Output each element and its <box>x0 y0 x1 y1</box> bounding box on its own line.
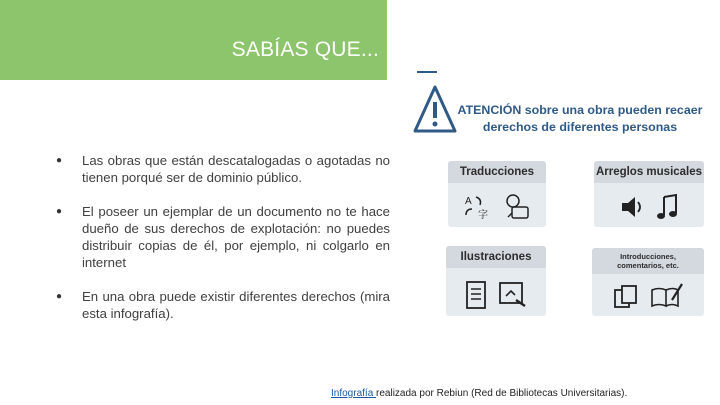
card-title-line-2: comentarios, etc. <box>617 261 679 270</box>
books-icon <box>612 282 640 310</box>
chat-icon <box>502 193 532 221</box>
card-title: Arreglos musicales <box>594 161 704 183</box>
header-band <box>0 0 387 80</box>
list-item <box>56 203 390 271</box>
bullet-dot: ● <box>56 291 63 302</box>
card-translations <box>448 161 546 227</box>
card-illustrations <box>446 246 546 316</box>
attention-heading <box>456 102 704 136</box>
music-note-icon <box>656 193 680 221</box>
bullet-text: Las obras que están descatalogadas o agotadas no tienen porqué ser de dominio público. <box>82 153 390 185</box>
svg-text:字: 字 <box>478 210 488 221</box>
svg-text:A: A <box>465 196 472 207</box>
footer-text: realizada por Rebiun (Red de Bibliotecas Universitarias). <box>376 388 628 399</box>
warning-icon <box>412 84 458 136</box>
list-item <box>56 288 390 322</box>
attention-line-2: derechos de diferentes personas <box>482 120 678 134</box>
card-title: Ilustraciones <box>446 246 546 268</box>
footer-credit <box>331 388 627 399</box>
bullet-dot: ● <box>56 206 63 217</box>
document-icon <box>464 280 488 310</box>
card-title: Traducciones <box>448 161 546 183</box>
translate-icon <box>462 193 492 221</box>
bullet-text: En una obra puede existir diferentes derechos (mira esta infografía). <box>82 289 390 321</box>
bullet-dot: ● <box>56 155 63 166</box>
card-title-line-1: Introducciones, <box>620 252 676 261</box>
infographic-link[interactable]: Infografía <box>331 388 377 399</box>
speaker-icon <box>618 193 646 221</box>
rights-infographic <box>406 68 706 328</box>
card-title <box>592 248 704 274</box>
list-item <box>56 152 390 186</box>
bullet-text: El poseer un ejemplar de un documento no te hace dueño de sus derechos de explotación: no puedes distribuir copias de él, por ejemplo, ni colgarlo en internet <box>82 204 390 270</box>
card-introductions <box>592 248 704 316</box>
attention-line-1: ATENCIÓN sobre una obra pueden recaer <box>457 103 703 117</box>
open-book-pen-icon <box>650 282 684 310</box>
accent-dash <box>417 71 437 73</box>
page-title: SABÍAS QUE... <box>231 38 379 61</box>
bullet-list <box>56 152 390 339</box>
card-music <box>594 161 704 227</box>
drawing-board-icon <box>498 280 528 308</box>
